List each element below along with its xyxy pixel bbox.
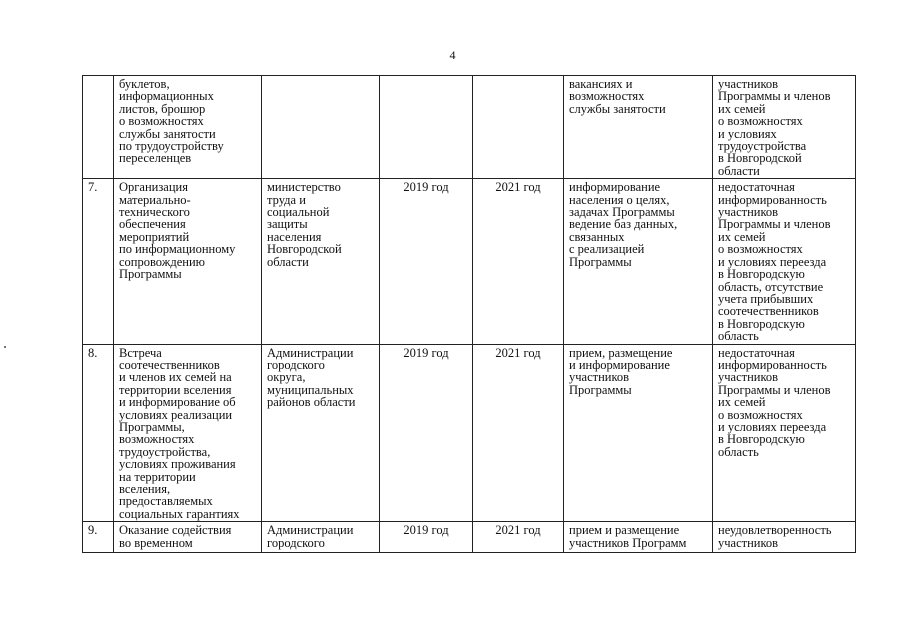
end-year-cell	[473, 76, 564, 179]
start-year-cell: 2019 год	[380, 344, 473, 522]
measure-cell: Встреча соотечественников и членов их семей на территории вселения и информирование об условиях реализации Программы, возможностях трудоустройства, условиях проживания на территории вселения, предоставляемых социальных гарантиях	[114, 344, 262, 522]
result-cell: вакансиях и возможностях службы занятости	[564, 76, 713, 179]
executor-cell: Администрации городского округа, муниципальных районов области	[262, 344, 380, 522]
table-row	[83, 344, 856, 522]
row-number: 8.	[83, 344, 114, 522]
table-row	[83, 522, 856, 553]
executor-cell: министерство труда и социальной защиты населения Новгородской области	[262, 179, 380, 344]
start-year-cell: 2019 год	[380, 522, 473, 553]
risk-cell: неудовлетворенность участников	[713, 522, 856, 553]
executor-cell	[262, 76, 380, 179]
table-row	[83, 76, 856, 179]
risk-cell: недостаточная информированность участников Программы и членов их семей о возможностях и условиях переезда в Новгородскую область	[713, 344, 856, 522]
executor-cell: Администрации городского	[262, 522, 380, 553]
result-cell: информирование населения о целях, задачах Программы ведение баз данных, связанных с реализацией Программы	[564, 179, 713, 344]
end-year-cell: 2021 год	[473, 179, 564, 344]
table-row	[83, 179, 856, 344]
result-cell: прием и размещение участников Программ	[564, 522, 713, 553]
measure-cell: Оказание содействия во временном	[114, 522, 262, 553]
start-year-cell: 2019 год	[380, 179, 473, 344]
start-year-cell	[380, 76, 473, 179]
row-number	[83, 76, 114, 179]
end-year-cell: 2021 год	[473, 522, 564, 553]
program-measures-table	[82, 75, 856, 553]
risk-cell: участников Программы и членов их семей о возможностях и условиях трудоустройства в Новгородской области	[713, 76, 856, 179]
risk-cell: недостаточная информированность участников Программы и членов их семей о возможностях и условиях переезда в Новгородскую область, отсутствие учета прибывших соотечественников в Новгородскую область	[713, 179, 856, 344]
page-number: 4	[449, 48, 456, 62]
row-number: 7.	[83, 179, 114, 344]
measure-cell: Организация материально- технического обеспечения мероприятий по информационному сопровождению Программы	[114, 179, 262, 344]
measure-cell: буклетов, информационных листов, брошюр о возможностях службы занятости по трудоустройству переселенцев	[114, 76, 262, 179]
scan-speck	[4, 346, 6, 348]
result-cell: прием, размещение и информирование участников Программы	[564, 344, 713, 522]
end-year-cell: 2021 год	[473, 344, 564, 522]
row-number: 9.	[83, 522, 114, 553]
